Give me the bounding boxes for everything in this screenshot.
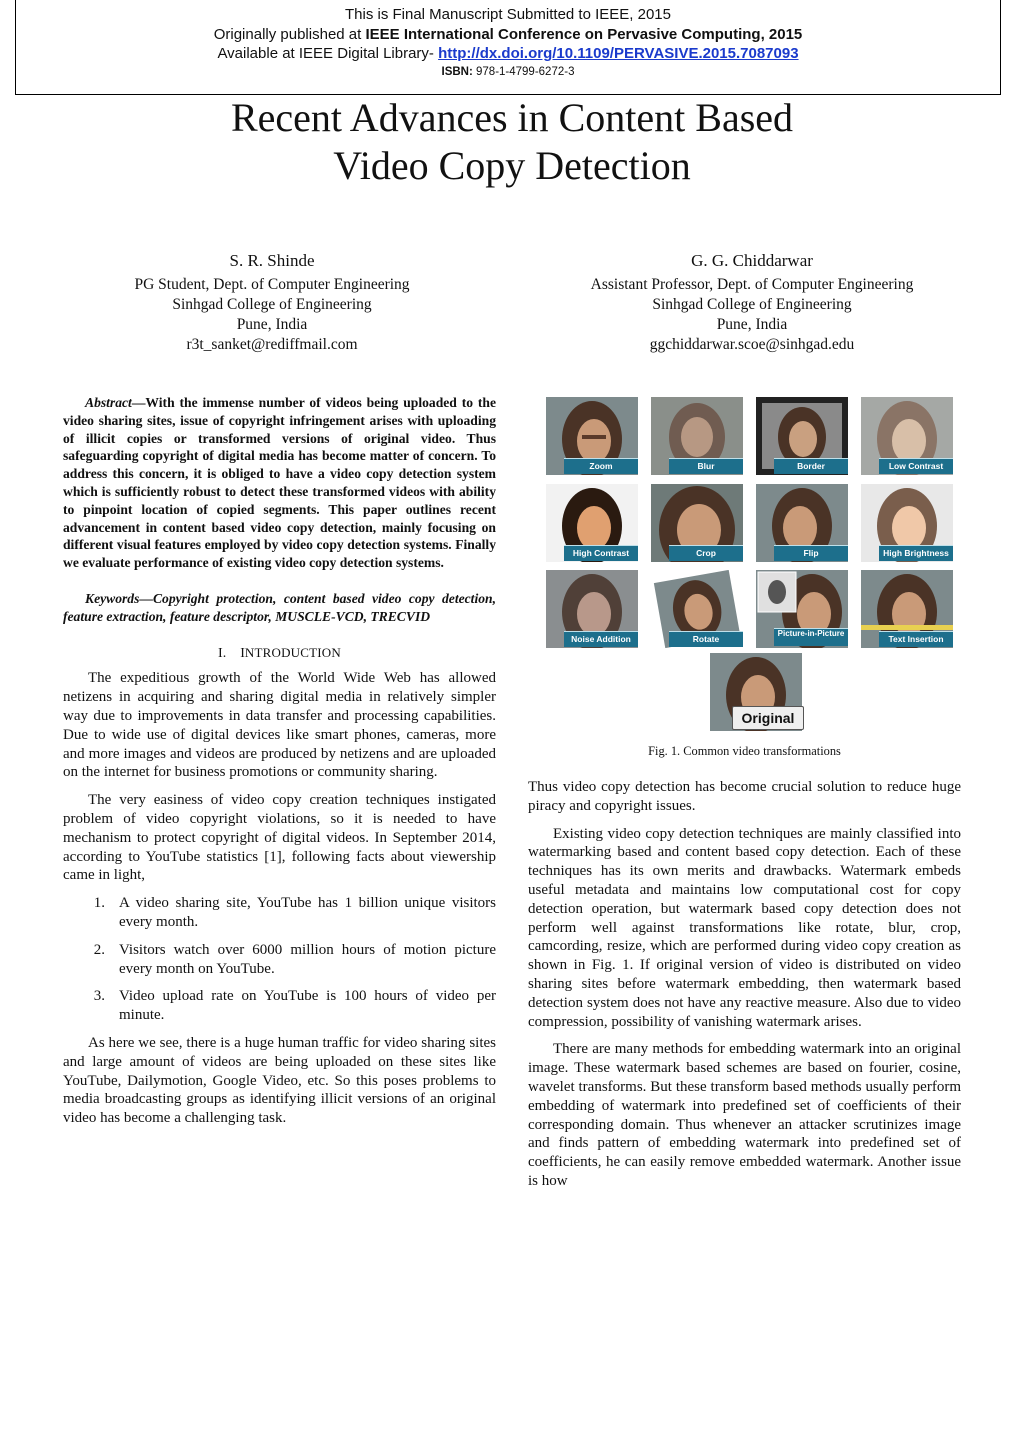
transform-label: Blur bbox=[669, 458, 743, 474]
notice-line-3 bbox=[16, 44, 1000, 64]
title-line-2: Video Copy Detection bbox=[333, 143, 691, 188]
paper-title bbox=[0, 94, 1024, 190]
notice-line-2 bbox=[16, 25, 1000, 45]
keywords: Keywords—Copyright protection, content based video copy detection, feature extraction, feature descriptor, MUSCLE-VCD, TRECVID bbox=[63, 590, 496, 624]
transform-tile bbox=[546, 570, 638, 648]
isbn-value: 978-1-4799-6272-3 bbox=[472, 65, 575, 78]
transform-label: Zoom bbox=[564, 458, 638, 474]
transform-tile bbox=[861, 484, 953, 562]
list-item bbox=[63, 987, 496, 1025]
conference-name: IEEE International Conference on Pervasive Computing, 2015 bbox=[365, 25, 803, 43]
author-block-1 bbox=[52, 250, 492, 355]
title-line-1: Recent Advances in Content Based bbox=[230, 95, 794, 140]
paragraph: The very easiness of video copy creation techniques instigated problem of video copyright violations, so it is needed to have mechanism to protect copyright of digital videos. In September 2014, according to YouTube statistics [1], following facts about viewership came in light, bbox=[63, 792, 496, 884]
publication-notice bbox=[15, 0, 1001, 95]
author-city: Pune, India bbox=[236, 316, 308, 333]
original-label: Original bbox=[732, 706, 804, 730]
author-email: r3t_sanket@rediffmail.com bbox=[186, 336, 358, 353]
doi-link[interactable]: http://dx.doi.org/10.1109/PERVASIVE.2015.7087093 bbox=[438, 45, 799, 62]
transform-tile bbox=[651, 484, 743, 562]
transform-tile bbox=[756, 570, 848, 648]
figure-video-transformations bbox=[540, 395, 965, 735]
transform-label: Text Insertion bbox=[879, 631, 953, 647]
list-number: 2. bbox=[93, 941, 105, 958]
section-heading-introduction bbox=[63, 644, 496, 664]
transform-label: Picture-in-Picture bbox=[774, 628, 848, 646]
isbn-label: ISBN: bbox=[441, 65, 473, 78]
transform-tile bbox=[651, 570, 743, 648]
paragraph: There are many methods for embedding watermark into an original image. These watermark based schemes are based on fourier, cosine, wavelet transforms. But these transform based methods usually perform embedding of watermark into predefined set of coefficients of their corresponding domain. Thus whenever an attacker scrutinizes image and finds pattern of embedding watermark into predefined set of coefficients, he can easily remove embedded watermark. Another issue is how bbox=[528, 1041, 961, 1189]
left-column bbox=[63, 394, 496, 1137]
notice-line-1: This is Final Manuscript Submitted to IEEE, 2015 bbox=[345, 6, 671, 23]
original-tile bbox=[710, 653, 802, 731]
author-org: Sinhgad College of Engineering bbox=[652, 296, 852, 313]
author-role: PG Student, Dept. of Computer Engineering bbox=[134, 276, 410, 293]
paragraph: Existing video copy detection techniques are mainly classified into watermarking based and content based copy detection. Each of these techniques has its own merits and drawbacks. Watermark embeds useful metadata and maintains low computational cost for copy detection operation, but watermark based copy detection does not perform well against transformations like rotate, blur, crop, camcording, resize, which are performed during video copy creation as shown in Fig. 1. If original version of video is distributed on video sharing sites before watermark embedding, then watermark based detection system does not have any reactive measure. Also due to video compression, possibility of vanishing watermark arises. bbox=[528, 825, 961, 1030]
transform-tile bbox=[651, 397, 743, 475]
author-role: Assistant Professor, Dept. of Computer Engineering bbox=[590, 276, 914, 293]
transform-label: Crop bbox=[669, 545, 743, 561]
figure-caption: Fig. 1. Common video transformations bbox=[648, 744, 841, 758]
list-number: 3. bbox=[93, 988, 105, 1005]
section-initial: I bbox=[240, 645, 245, 661]
author-email: ggchiddarwar.scoe@sinhgad.edu bbox=[649, 336, 855, 353]
notice-line-3-prefix: Available at IEEE Digital Library- bbox=[217, 45, 439, 62]
section-title-rest: NTRODUCTION bbox=[244, 644, 341, 660]
transform-tile bbox=[756, 397, 848, 475]
list-text: Video upload rate on YouTube is 100 hours of video per minute. bbox=[119, 988, 496, 1024]
transform-label: High Contrast bbox=[564, 545, 638, 561]
transform-tile bbox=[756, 484, 848, 562]
paragraph: The expeditious growth of the World Wide Web has allowed netizens in acquiring and sharing digital media in relatively simpler way due to improvements in data transfer and processing capabilities. Due to wide use of digital devices like smart phones, cameras, more and more images and videos are produced by netizens and are uploaded on the internet for business promotions or community sharing. bbox=[63, 670, 496, 781]
transform-label: Rotate bbox=[669, 631, 743, 647]
transform-label: Border bbox=[774, 458, 848, 474]
abstract-text: —With the immense number of videos being uploaded to the video sharing sites, issue of copyright infringement arises with uploading of illicit copies or transformed versions of original video. Thus safeguarding copyright of digital media has become matter of concern. To address this concern, it is obliged to have a video copy detection system which is sufficiently robust to detect these transformed videos with ability to pinpoint location of copied segments. This paper outlines recent advancement in content based video copy detection, mainly focusing on different visual features employed by video copy detection systems. Finally we evaluate performance of existing video copy detection systems. bbox=[63, 395, 496, 571]
list-text: Visitors watch over 6000 million hours of motion picture every month on YouTube. bbox=[119, 941, 496, 977]
abstract-label: Abstract bbox=[85, 395, 132, 410]
author-org: Sinhgad College of Engineering bbox=[172, 296, 372, 313]
transform-tile bbox=[861, 570, 953, 648]
transform-tile bbox=[861, 397, 953, 475]
abstract bbox=[63, 394, 496, 572]
list-number: 1. bbox=[93, 895, 105, 912]
notice-line-2-prefix: Originally published at bbox=[213, 25, 366, 43]
transform-tile bbox=[546, 484, 638, 562]
section-number: I. bbox=[218, 645, 227, 661]
list-item bbox=[63, 894, 496, 932]
author-city: Pune, India bbox=[716, 316, 788, 333]
paragraph: As here we see, there is a huge human traffic for video sharing sites and large amount of videos are being uploaded on these sites like YouTube, Dailymotion, Google Video, etc. So this poses problems to media broadcasting groups as identifying illicit versions of an original video has become a challenging task. bbox=[63, 1034, 496, 1127]
transform-label: Noise Addition bbox=[564, 631, 638, 647]
author-name: G. G. Chiddarwar bbox=[691, 251, 813, 270]
author-block-2 bbox=[532, 250, 972, 355]
paragraph: Thus video copy detection has become crucial solution to reduce huge piracy and copyright issues. bbox=[528, 779, 961, 814]
right-column bbox=[528, 778, 961, 1200]
author-name: S. R. Shinde bbox=[229, 251, 315, 270]
transform-tile bbox=[546, 397, 638, 475]
transform-label: Flip bbox=[774, 545, 848, 561]
isbn-line bbox=[16, 64, 1000, 81]
list-text: A video sharing site, YouTube has 1 billion unique visitors every month. bbox=[119, 895, 496, 930]
transform-label: Low Contrast bbox=[879, 458, 953, 474]
list-item bbox=[63, 941, 496, 979]
transform-label: High Brightness bbox=[879, 545, 953, 561]
